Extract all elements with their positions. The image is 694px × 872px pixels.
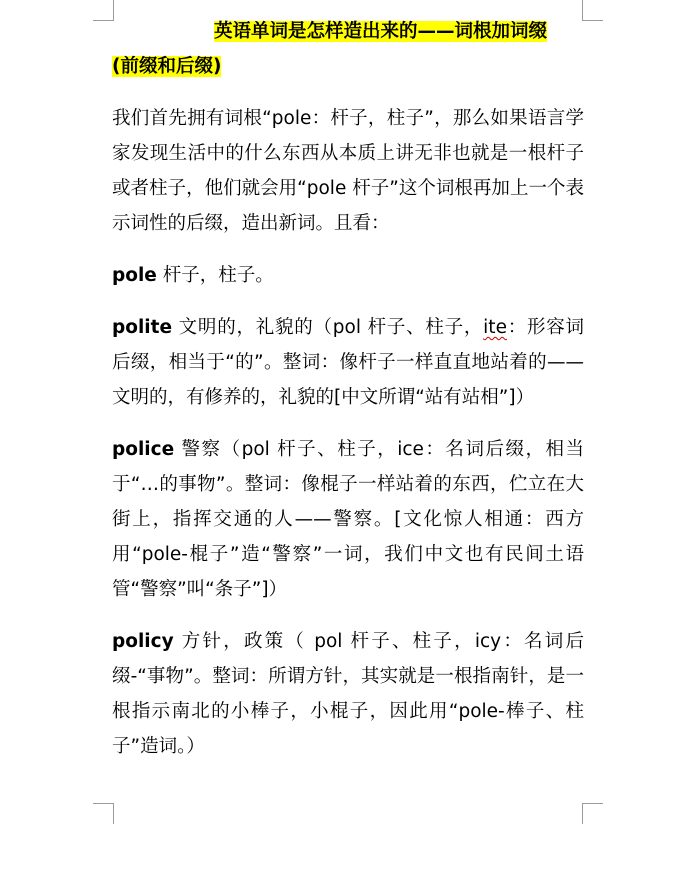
entry-text: 方针，政策（ pol 杆子、柱子，icy：名词后缀-“事物”。整词：所谓方针，其实就是一根指南针，是一根指示南北的小棒子，小棍子，因此用“pole-棒子、柱子”造词。）	[112, 631, 584, 757]
title-line-2: (前缀和后缀)	[112, 56, 222, 77]
intro-paragraph: 我们首先拥有词根“pole：杆子，柱子”，那么如果语言学家发现生活中的什么东西从本质上讲无非也就是一根杆子或者柱子，他们就会用“pole 杆子”这个词根再加上一个表示词性的后缀，造出新词。且看：	[112, 108, 584, 234]
crop-mark-bottom-right	[582, 803, 603, 824]
entry-text: 杆子，柱子。	[156, 265, 274, 286]
entry-polite	[112, 310, 584, 415]
entry-term: policy	[112, 631, 174, 652]
crop-mark-top-left	[93, 0, 114, 21]
crop-mark-top-right	[582, 0, 603, 21]
spellcheck-word: ite	[483, 317, 507, 338]
document-title-continued	[112, 49, 584, 84]
entry-text: 警察（pol 杆子、柱子，ice：名词后缀，相当于“…的事物”。整词：像棍子一样站着的东西，伫立在大街上，指挥交通的人——警察。[文化惊人相通：西方用“pole-棍子”造“警察”一词，我们中文也有民间土语管“警察”叫“条子”]）	[112, 439, 584, 600]
title-line-1: 英语单词是怎样造出来的——词根加词缀	[214, 21, 548, 42]
entry-police	[112, 432, 584, 607]
document-title	[112, 14, 584, 49]
entry-term: polite	[112, 317, 173, 338]
entry-text: 文明的，礼貌的（pol 杆子、柱子，	[172, 317, 484, 338]
document-body	[112, 14, 584, 781]
entry-term: police	[112, 439, 175, 460]
entry-text: ：形容词后缀，相当于“的”。整词：像杆子一样直直地站着的——文明的，有修养的，礼貌的[中文所谓“站有站相”]）	[112, 317, 584, 408]
entry-term: pole	[112, 265, 157, 286]
crop-mark-bottom-left	[93, 803, 114, 824]
entry-pole	[112, 258, 584, 293]
entry-policy	[112, 624, 584, 764]
